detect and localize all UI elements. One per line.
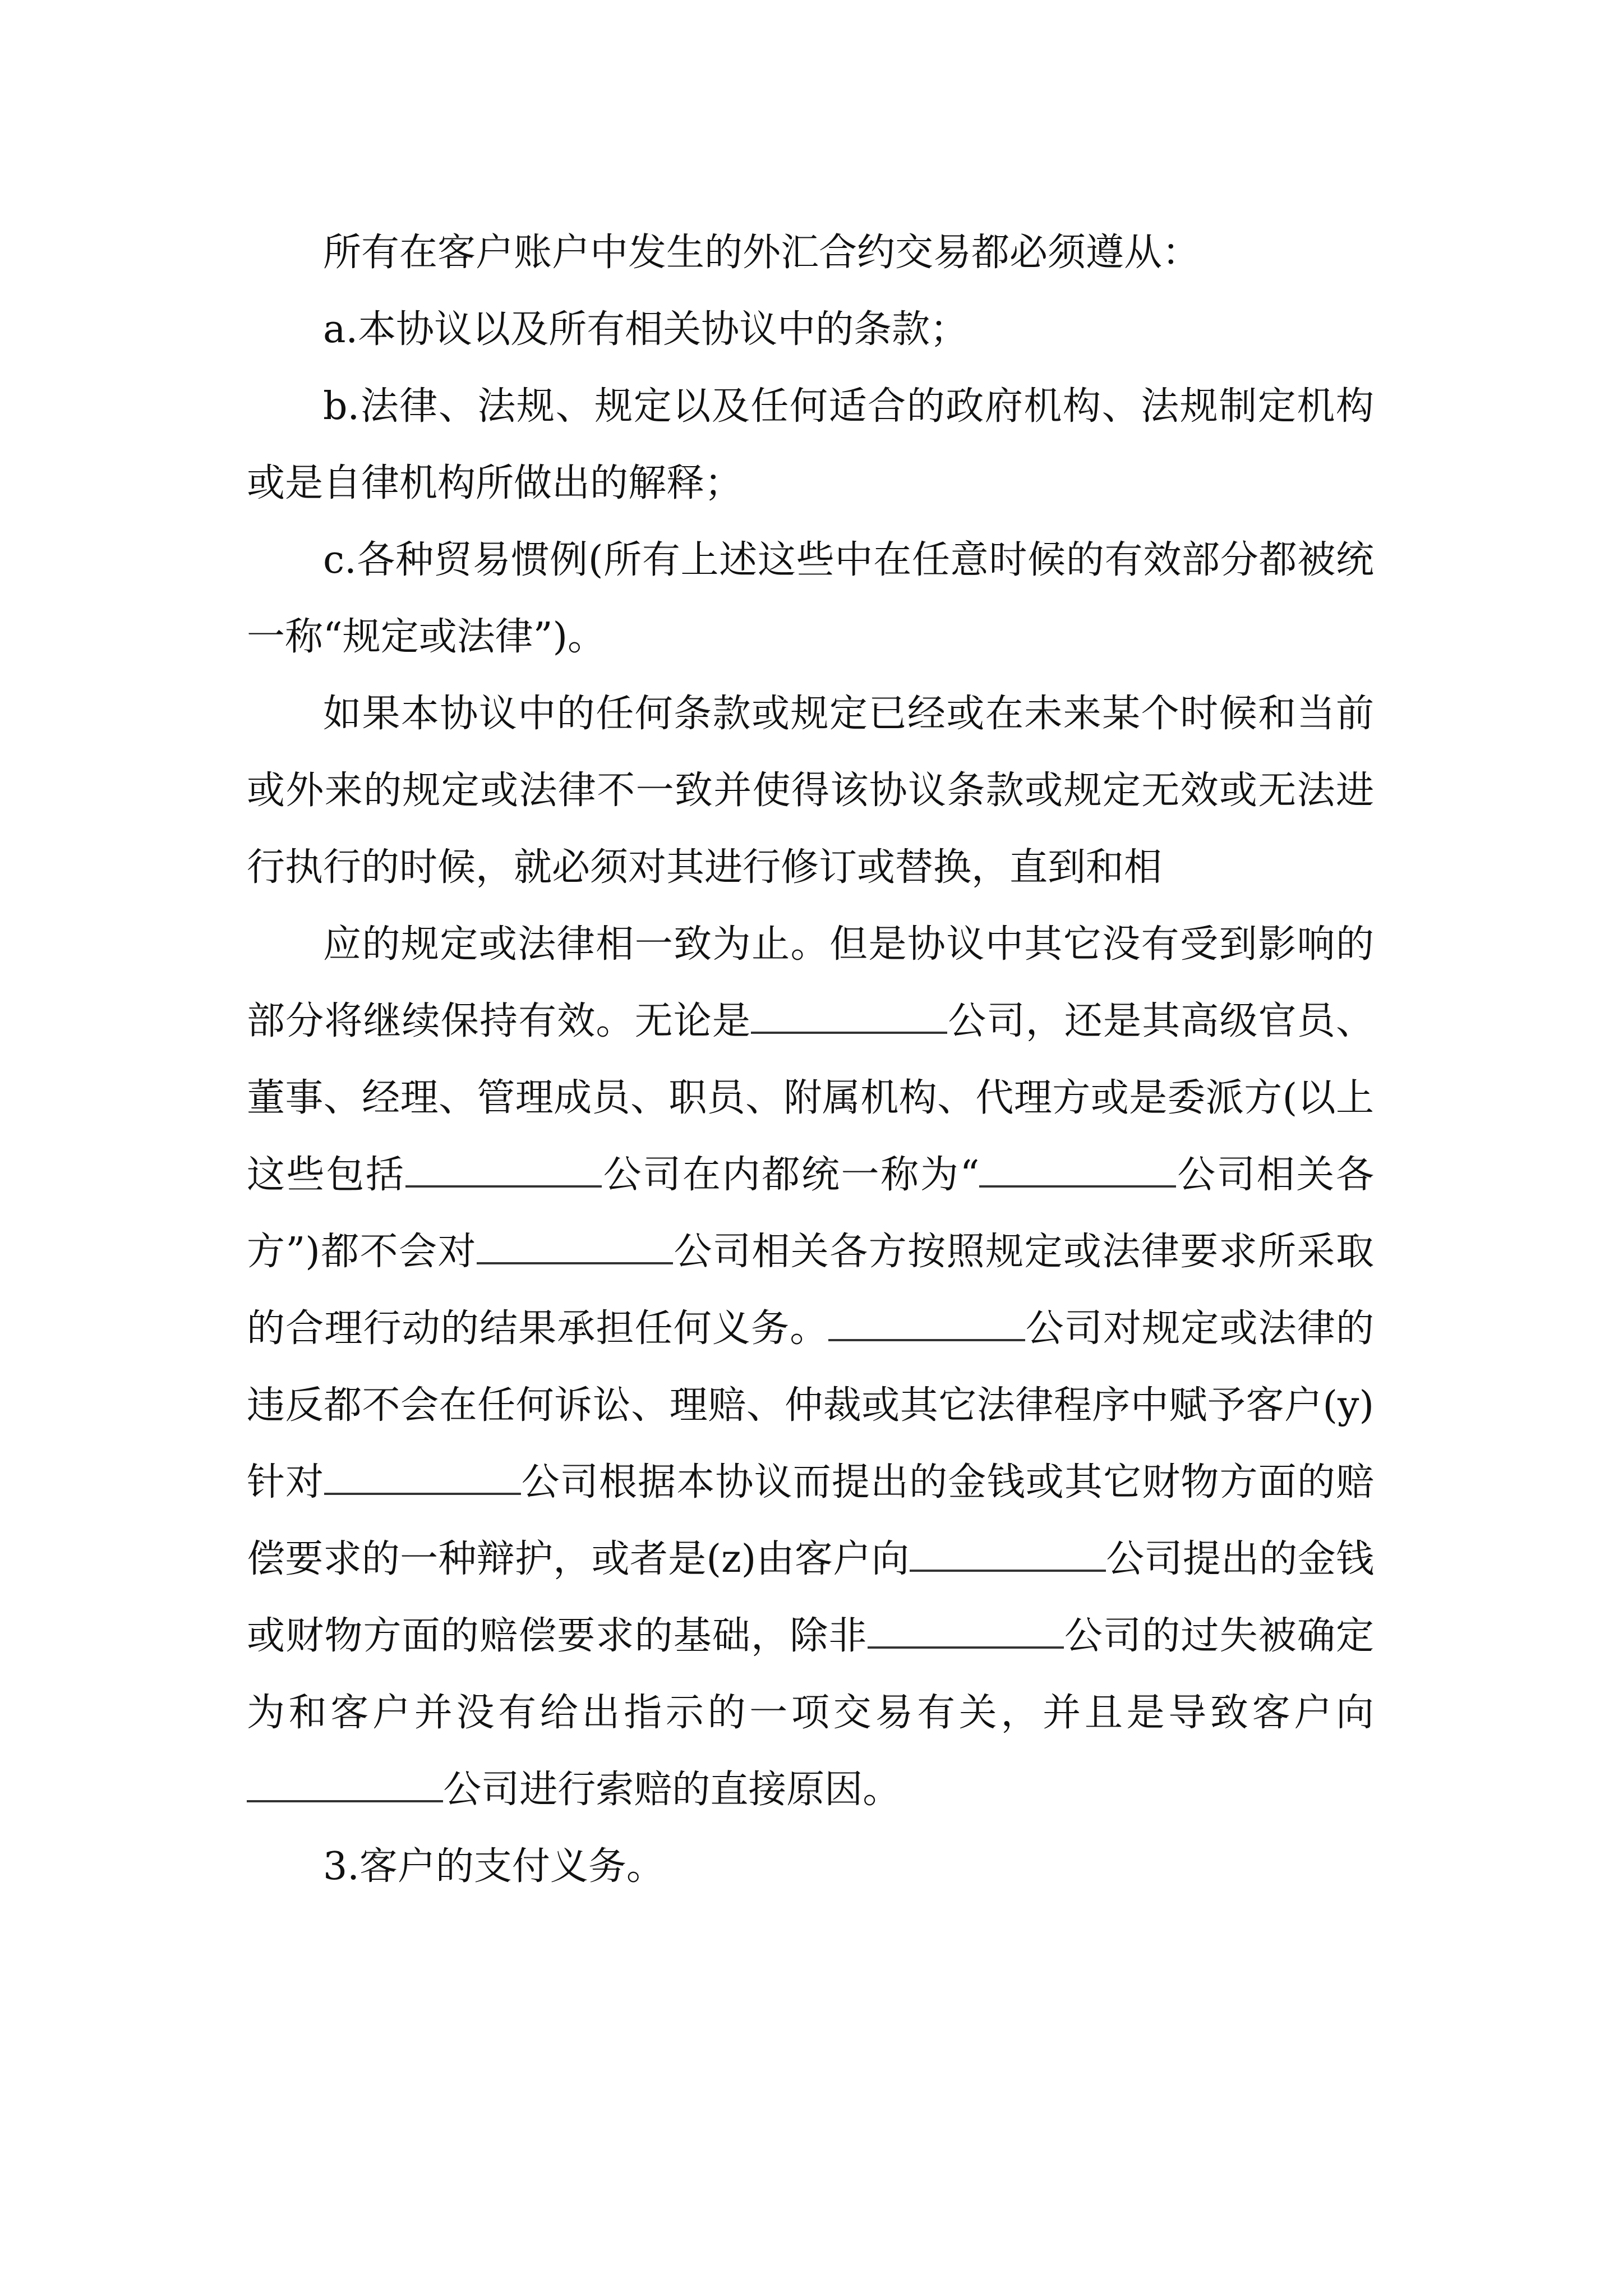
company-name-blank xyxy=(247,1766,443,1802)
paragraph-text: c.各种贸易惯例(所有上述这些中在任意时候的有效部分都被统一称“规定或法律”)。 xyxy=(247,538,1374,659)
company-name-blank xyxy=(828,1305,1025,1341)
paragraph-text: 应的规定或法律相一致为止。但是协议中其它没有受到影响的部分将继续保持有效。无论是 xyxy=(247,922,1374,1043)
paragraph-text: 所有在客户账户中发生的外汇合约交易都必须遵从： xyxy=(323,231,1201,275)
document-page xyxy=(247,214,1374,1905)
paragraph-text: 公司进行索赔的直接原因。 xyxy=(443,1768,901,1812)
paragraph-text: a.本协议以及所有相关协议中的条款； xyxy=(323,307,969,352)
paragraph-text: 如果本协议中的任何条款或规定已经或在未来某个时候和当前或外来的规定或法律不一致并使得该协议条款或规定无效或无法进行执行的时候，就必须对其进行修订或替换，直到和相 xyxy=(247,692,1374,890)
paragraph-section-3 xyxy=(247,1828,1374,1905)
paragraph-text: 公司在内都统一称为“ xyxy=(601,1153,980,1197)
company-name-blank xyxy=(868,1612,1064,1649)
paragraph-text: 公司的过失被确定为和客户并没有给出指示的一项交易有关，并且是导致客户向 xyxy=(247,1614,1374,1735)
paragraph-text: 公司相关各方”)都不会对 xyxy=(247,1153,1374,1274)
section-heading: 3.客户的支付义务。 xyxy=(323,1844,665,1889)
company-name-blank xyxy=(910,1535,1106,1572)
company-name-blank xyxy=(979,1151,1175,1188)
paragraph-text: b.法律、法规、规定以及任何适合的政府机构、法规制定机构或是自律机构所做出的解释； xyxy=(247,384,1374,505)
paragraph-text: 公司根据本协议而提出的金钱或其它财物方面的赔偿要求的一种辩护，或者是(z)由客户向 xyxy=(247,1460,1374,1581)
company-name-blank xyxy=(324,1458,520,1495)
paragraph-conflict xyxy=(247,675,1374,906)
paragraph-item-c xyxy=(247,522,1374,675)
company-name-blank xyxy=(751,997,947,1034)
paragraph-text: 公司提出的金钱或财物方面的赔偿要求的基础，除非 xyxy=(247,1537,1374,1658)
paragraph-text: 公司，还是其高级官员、董事、经理、管理成员、职员、附属机构、代理方或是委派方(以上这些包括 xyxy=(247,999,1374,1197)
paragraph-intro xyxy=(247,214,1374,291)
paragraph-text: 公司相关各方按照规定或法律要求所采取的合理行动的结果承担任何义务。 xyxy=(247,1230,1374,1351)
paragraph-item-a xyxy=(247,291,1374,368)
paragraph-text: 公司对规定或法律的违反都不会在任何诉讼、理赔、仲裁或其它法律程序中赋予客户(y)针对 xyxy=(247,1306,1374,1504)
paragraph-liability xyxy=(247,906,1374,1828)
company-name-blank xyxy=(405,1151,602,1188)
paragraph-item-b xyxy=(247,368,1374,522)
company-name-blank xyxy=(477,1228,673,1264)
